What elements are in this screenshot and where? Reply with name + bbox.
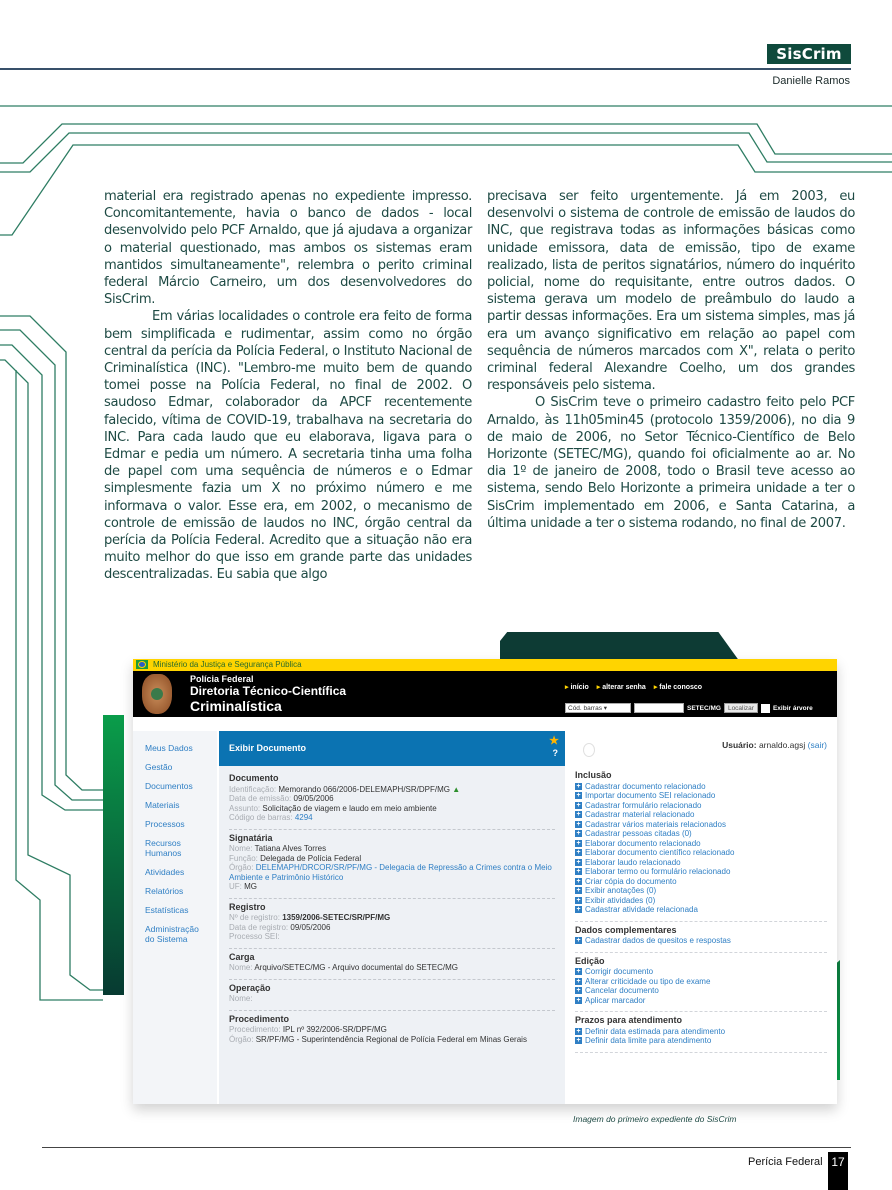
show-tree-label: Exibir árvore: [772, 704, 813, 712]
top-links: [565, 683, 702, 691]
field-label: Procedimento:: [229, 1025, 281, 1034]
action-group: [575, 1012, 827, 1053]
section-title: Documento: [229, 773, 279, 783]
sidebar-item-relatorios[interactable]: Relatórios: [145, 886, 184, 896]
action-group-title: Prazos para atendimento: [575, 1015, 683, 1025]
field-label: Nome:: [229, 994, 253, 1003]
gov-bar: [133, 659, 837, 671]
action-link[interactable]: [575, 986, 827, 996]
paragraph: precisava ser feito urgentemente. Já em 2003, eu desenvolvi o sistema de controle de emissão de laudos do INC, que registrava todas as informações básicas como unidade emissora, data de emissão, tipo de exame realizado, lista de peritos signatários, número do inquérito policial, nome do requisitante, entre outros dados. O sistema gerava um modelo de preâmbulo do laudo a partir dessas informações. Era um sistema simples, mas já era um avanço significativo em relação ao papel com sequência de números marcados com X", relata o perito criminal federal Alexandre Coelho, um dos grandes responsáveis pelo sistema.: [487, 189, 855, 394]
plus-icon: +: [576, 782, 581, 790]
plus-icon: +: [576, 868, 581, 876]
field-label: Órgão:: [229, 863, 254, 872]
action-link[interactable]: [575, 810, 827, 820]
plus-icon: +: [576, 996, 581, 1004]
plus-icon: +: [576, 839, 581, 847]
field-value: Tatiana Alves Torres: [254, 844, 327, 853]
actions-panel: [565, 731, 837, 1104]
user-label: Usuário:: [722, 740, 757, 750]
section-title: Signatária: [229, 832, 273, 843]
action-link[interactable]: [575, 791, 827, 801]
green-tab-decoration: [500, 632, 740, 662]
plus-icon: +: [576, 937, 581, 945]
article-left-column: [104, 188, 472, 584]
action-link[interactable]: [575, 896, 827, 906]
gov-bar-label: Ministério da Justiça e Segurança Pública: [153, 660, 302, 669]
author-name: Danielle Ramos: [772, 75, 850, 87]
plus-icon: +: [576, 801, 581, 809]
paragraph: O SisCrim teve o primeiro cadastro feito pelo PCF Arnaldo, às 11h05min45 (protocolo 1359/2006), no dia 9 de maio de 2006, no Setor Técnico-Científico de Belo Horizonte (SETEC/MG), quando foi oficialmente ao ar. No dia 1º de janeiro de 2008, todo o Brasil teve acesso ao sistema, sendo Belo Horizonte a primeira unidade a ter o SisCrim implementado em 2006, e Santa Catarina, a última unidade a ter o sistema rodando, no final de 2007.: [487, 395, 855, 531]
action-link[interactable]: [575, 1036, 827, 1046]
tree-icon[interactable]: ▲: [452, 784, 461, 794]
action-group: [575, 767, 827, 922]
app-title: [190, 674, 346, 714]
action-link[interactable]: [575, 839, 827, 849]
section-operacao: [229, 980, 555, 1011]
field-value: 09/05/2006: [293, 794, 334, 803]
link-inicio[interactable]: ▸ início: [565, 683, 589, 691]
sidebar-item-documentos[interactable]: Documentos: [145, 781, 193, 791]
action-link-label: Elaborar termo ou formulário relacionado: [585, 867, 731, 876]
field-value: Delegada de Polícia Federal: [260, 853, 362, 863]
action-link[interactable]: [575, 967, 827, 977]
action-link[interactable]: [575, 858, 827, 868]
paragraph: Em várias localidades o controle era feito de forma bem simplificada e rudimentar, assim como no órgão central da perícia da Polícia Federal, o Instituto Nacional de Criminalística (INC). "Lembro-me muito bem de quando tomei posse na Polícia Federal, no final de 2002. O saudoso Edmar, colaborador da APCF recentemente falecido, vítima de COVID-19, trabalhava na secretaria do INC. Para cada laudo que eu elaborava, ligava para o Edmar e pedia um número. A secretaria tinha uma folha de papel com uma sequência de números e o Edmar simplesmente fazia um X no próximo número e me informava o valor. Esse era, em 2002, o mecanismo de controle de emissão de laudos no INC, órgão central da perícia da Polícia Federal. Acredito que a situação não era muito melhor do que isso em grande parte das unidades descentralizadas. Eu sabia que algo: [104, 309, 472, 583]
org-unit: Criminalística: [190, 698, 282, 714]
action-group-title: Dados complementares: [575, 924, 677, 935]
sidebar-item-materiais[interactable]: Materiais: [145, 800, 180, 810]
sidebar-item-processos[interactable]: Processos: [145, 819, 185, 829]
field-label: Código de barras:: [229, 813, 293, 822]
action-link-label: Elaborar laudo relacionado: [585, 857, 681, 867]
locate-button[interactable]: Localizar: [724, 703, 758, 713]
link-alterar-senha[interactable]: ▸ alterar senha: [597, 683, 646, 691]
field-value: 09/05/2006: [290, 922, 331, 932]
field-value: Memorando 066/2006-DELEMAPH/SR/DPF/MG: [278, 784, 450, 794]
action-link-label: Cadastrar atividade relacionada: [585, 905, 698, 914]
sidebar-item-meus-dados[interactable]: Meus Dados: [145, 743, 193, 753]
action-link-label: Cadastrar material relacionado: [585, 810, 695, 819]
plus-icon: +: [576, 887, 581, 895]
anchor-icon: [583, 743, 595, 757]
field-label: Função:: [229, 853, 258, 863]
action-link[interactable]: [575, 886, 827, 896]
document-details: [219, 766, 565, 1104]
field-label: Nome:: [229, 844, 253, 853]
section-title: Registro: [229, 901, 266, 912]
plus-icon: +: [576, 858, 581, 866]
org-name: Polícia Federal: [190, 674, 254, 684]
action-link-label: Aplicar marcador: [585, 995, 646, 1005]
plus-icon: +: [576, 830, 581, 838]
action-link-label: Exibir anotações (0): [585, 886, 657, 895]
magazine-title: Perícia Federal: [748, 1156, 823, 1168]
sidebar-menu: [133, 731, 217, 1104]
action-link-label: Elaborar documento relacionado: [585, 838, 701, 848]
field-label: Identificação:: [229, 784, 277, 794]
field-label: UF:: [229, 882, 242, 891]
siscrim-screenshot: [133, 659, 837, 1104]
unit-label: SETEC/MG: [687, 704, 721, 712]
action-link-label: Corrigir documento: [585, 967, 654, 976]
action-group: [575, 922, 827, 953]
action-link-label: Cadastrar dados de quesitos e respostas: [585, 936, 731, 945]
action-link[interactable]: [575, 867, 827, 877]
plus-icon: +: [576, 1037, 581, 1045]
plus-icon: +: [576, 792, 581, 800]
user-name: arnaldo.agsj: [758, 740, 806, 750]
action-link-label: Alterar criticidade ou tipo de exame: [585, 976, 711, 986]
plus-icon: +: [576, 987, 581, 995]
help-icon[interactable]: ?: [552, 748, 558, 758]
brazil-flag-icon: [136, 660, 148, 669]
search-type-select[interactable]: Cód. barras ▾: [565, 703, 631, 713]
link-fale-conosco[interactable]: ▸ fale conosco: [654, 683, 702, 691]
green-bar-decoration: [103, 715, 124, 995]
field-label: Nº de registro:: [229, 913, 280, 922]
search-input[interactable]: [634, 703, 684, 713]
field-label: Nome:: [229, 963, 253, 972]
action-group: [575, 953, 827, 1013]
field-value: Arquivo/SETEC/MG - Arquivo documental do SETEC/MG: [254, 963, 458, 972]
article-right-column: [487, 188, 855, 532]
main-panel-title: Exibir Documento: [229, 743, 307, 753]
page-number: 17: [828, 1152, 848, 1190]
plus-icon: +: [576, 820, 581, 828]
sidebar-item-atividades[interactable]: Atividades: [145, 867, 185, 877]
field-label: Assunto:: [229, 803, 261, 813]
section-title: Procedimento: [229, 1013, 290, 1024]
app-header: [133, 671, 837, 717]
show-tree-checkbox[interactable]: [761, 704, 770, 713]
plus-icon: +: [576, 811, 581, 819]
action-link[interactable]: [575, 905, 827, 915]
field-label: Data de registro:: [229, 922, 289, 932]
sidebar-item-gestao[interactable]: Gestão: [145, 762, 173, 772]
field-label: Data de emissão:: [229, 794, 292, 803]
user-info: [575, 735, 827, 767]
action-group-title: Inclusão: [575, 770, 612, 780]
field-value: SR/PF/MG - Superintendência Regional de Polícia Federal em Minas Gerais: [255, 1034, 527, 1044]
plus-icon: +: [576, 849, 581, 857]
field-label: Processo SEI:: [229, 932, 280, 941]
action-link[interactable]: [575, 801, 827, 811]
barcode-link[interactable]: 4294: [294, 813, 313, 822]
action-link[interactable]: [575, 1027, 827, 1037]
section-documento: [229, 770, 555, 830]
field-value: IPL nº 392/2006-SR/DPF/MG: [282, 1025, 387, 1034]
action-link[interactable]: [575, 782, 827, 792]
field-label: Órgão:: [229, 1034, 254, 1044]
section-title: Operação: [229, 982, 271, 993]
action-link-label: Cadastrar vários materiais relacionados: [585, 819, 726, 829]
section-signataria: [229, 830, 555, 899]
main-panel-header: [219, 731, 565, 766]
plus-icon: +: [576, 977, 581, 985]
org-link[interactable]: DELEMAPH/DRCOR/SR/PF/MG - Delegacia de Repressão a Crimes contra o Meio Ambiente e Patrimônio Histórico: [229, 863, 552, 882]
action-link[interactable]: [575, 829, 827, 839]
action-link-label: Definir data estimada para atendimento: [585, 1026, 726, 1036]
action-link-label: Exibir atividades (0): [585, 895, 656, 905]
logout-link[interactable]: (sair): [807, 740, 827, 750]
field-value: Solicitação de viagem e laudo em meio ambiente: [262, 803, 437, 813]
sidebar-item-administracao[interactable]: Administração do Sistema: [145, 924, 199, 944]
sidebar-item-estatisticas[interactable]: Estatísticas: [145, 905, 189, 915]
footer-rule: [42, 1147, 851, 1148]
plus-icon: +: [576, 968, 581, 976]
action-groups: [575, 767, 827, 1053]
action-link[interactable]: [575, 936, 827, 946]
image-caption: Imagem do primeiro expediente do SisCrim: [573, 1114, 737, 1124]
header-rule: [0, 68, 851, 70]
action-link-label: Importar documento SEI relacionado: [585, 791, 716, 800]
action-link[interactable]: [575, 848, 827, 858]
plus-icon: +: [576, 877, 581, 885]
action-group-title: Edição: [575, 955, 605, 966]
action-link-label: Cadastrar formulário relacionado: [585, 800, 702, 810]
star-icon[interactable]: ★: [549, 735, 559, 747]
plus-icon: +: [576, 1027, 581, 1035]
sidebar-item-recursos-humanos[interactable]: Recursos Humanos: [145, 838, 182, 858]
action-link-label: Cancelar documento: [585, 986, 659, 995]
action-link[interactable]: [575, 977, 827, 987]
action-link[interactable]: [575, 877, 827, 887]
plus-icon: +: [576, 896, 581, 904]
action-link-label: Definir data limite para atendimento: [585, 1036, 712, 1045]
plus-icon: +: [576, 906, 581, 914]
action-link-label: Cadastrar pessoas citadas (0): [585, 829, 692, 838]
search-row: [565, 703, 813, 713]
paragraph: material era registrado apenas no expediente impresso. Concomitantemente, havia o banco de dados - local desenvolvido pelo PCF Arnaldo, que já ajudava a organizar o material questionado, mas ambos os sistemas eram mantidos simultaneamente", relembra o perito criminal federal Márcio Carneiro, um dos desenvolvedores do SisCrim.: [104, 189, 472, 308]
section-label: SisCrim: [767, 44, 851, 64]
police-badge-logo: [142, 674, 172, 714]
section-registro: [229, 899, 555, 949]
section-procedimento: [229, 1011, 555, 1051]
field-value: MG: [244, 882, 258, 891]
action-link[interactable]: [575, 996, 827, 1006]
field-value: 1359/2006-SETEC/SR/PF/MG: [282, 913, 391, 922]
action-link[interactable]: [575, 820, 827, 830]
section-title: Carga: [229, 951, 255, 962]
action-link-label: Cadastrar documento relacionado: [585, 781, 706, 791]
action-link-label: Elaborar documento científico relacionado: [585, 848, 735, 857]
org-directorate: Diretoria Técnico-Científica: [190, 684, 347, 698]
section-carga: [229, 949, 555, 980]
action-link-label: Criar cópia do documento: [585, 876, 677, 886]
